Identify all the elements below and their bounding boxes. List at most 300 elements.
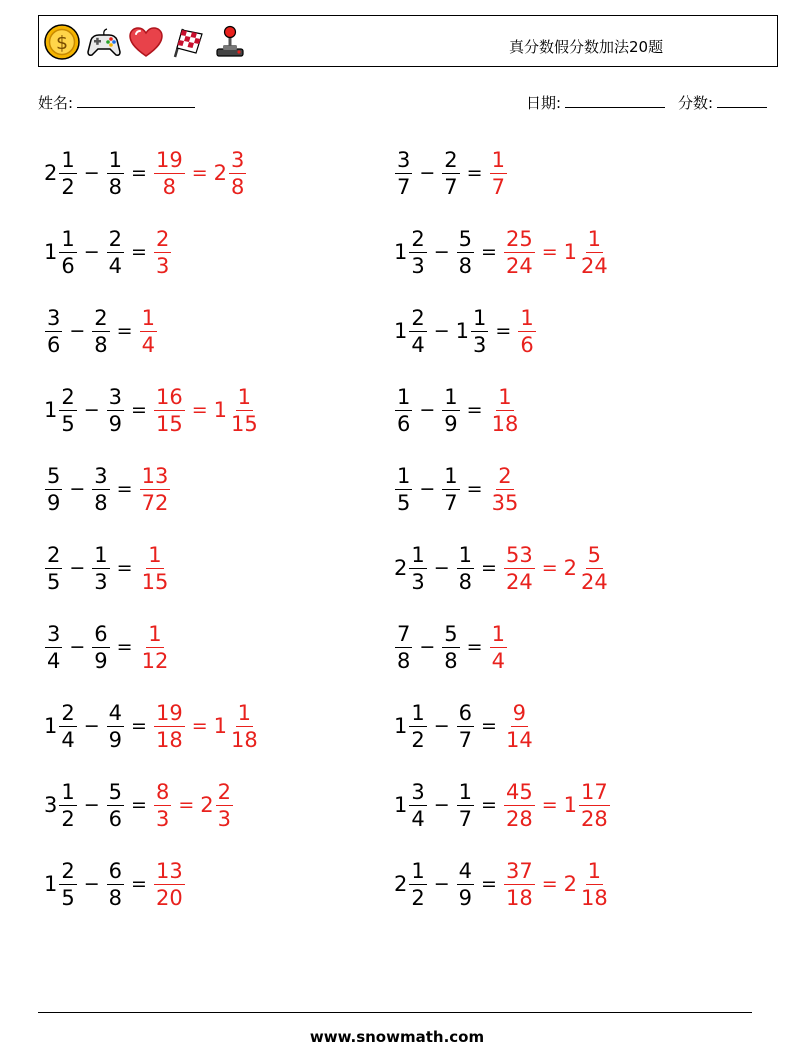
fraction — [579, 542, 610, 595]
denominator: 8 — [108, 885, 123, 910]
numerator: 1 — [148, 542, 162, 567]
denominator: 18 — [581, 885, 608, 910]
whole-number: 2 — [200, 793, 214, 817]
score-field — [678, 92, 767, 113]
problem-16 — [394, 695, 536, 757]
answer-mixed-number — [214, 384, 261, 437]
numerator: 2 — [94, 305, 108, 330]
numerator: 5 — [108, 779, 123, 804]
denominator: 7 — [444, 174, 458, 199]
fraction — [457, 779, 474, 832]
whole-number: 1 — [394, 714, 408, 738]
equals-sign: = — [541, 794, 558, 816]
numerator: 2 — [61, 384, 75, 409]
problem-5 — [44, 300, 158, 362]
denominator: 24 — [581, 253, 608, 278]
fraction — [45, 463, 62, 516]
denominator: 7 — [444, 490, 458, 515]
equals-sign: = — [481, 794, 497, 816]
numerator: 7 — [397, 621, 411, 646]
numerator: 13 — [141, 463, 169, 488]
denominator: 4 — [47, 648, 61, 673]
whole-number: 1 — [44, 240, 58, 264]
denominator: 9 — [458, 885, 473, 910]
answer-mixed-number — [200, 779, 234, 832]
fraction — [395, 384, 412, 437]
whole-number: 1 — [394, 793, 408, 817]
date-label: 日期: — [526, 94, 562, 112]
fraction — [229, 700, 260, 753]
fraction — [409, 700, 426, 753]
fraction — [107, 147, 124, 200]
denominator: 6 — [61, 253, 75, 278]
equals-sign: = — [116, 478, 133, 500]
numerator: 1 — [411, 542, 425, 567]
minus-sign: − — [433, 715, 450, 737]
numerator: 53 — [505, 542, 533, 567]
numerator: 2 — [411, 305, 425, 330]
numerator: 6 — [108, 858, 123, 883]
minus-sign: − — [433, 320, 450, 342]
fraction — [457, 858, 474, 911]
numerator: 1 — [491, 621, 505, 646]
coin-icon — [43, 23, 81, 61]
answer-fraction — [140, 621, 171, 674]
problem-3 — [44, 221, 172, 283]
denominator: 4 — [491, 648, 505, 673]
problem-1 — [44, 142, 247, 204]
whole-number: 1 — [213, 398, 227, 422]
numerator: 9 — [512, 700, 527, 725]
fraction — [409, 226, 426, 279]
numerator: 19 — [155, 700, 183, 725]
answer-fraction — [504, 542, 535, 595]
denominator: 24 — [581, 569, 608, 594]
name-field — [38, 92, 195, 113]
minus-sign: − — [433, 794, 450, 816]
equals-sign: = — [191, 162, 208, 184]
whole-number: 1 — [213, 714, 227, 738]
numerator: 4 — [458, 858, 473, 883]
numerator: 1 — [491, 147, 505, 172]
minus-sign: − — [83, 794, 100, 816]
denominator: 5 — [61, 411, 75, 436]
denominator: 15 — [231, 411, 258, 436]
answer-fraction — [140, 305, 157, 358]
fraction — [442, 147, 459, 200]
denominator: 24 — [505, 569, 533, 594]
denominator: 18 — [491, 411, 519, 436]
answer-mixed-number — [214, 147, 248, 200]
equals-sign: = — [541, 241, 558, 263]
problem-15 — [44, 695, 261, 757]
whole-number: 2 — [563, 872, 577, 896]
numerator: 3 — [47, 305, 61, 330]
problem-2 — [394, 142, 508, 204]
equals-sign: = — [481, 241, 497, 263]
answer-fraction — [490, 621, 507, 674]
whole-number: 1 — [563, 793, 577, 817]
denominator: 3 — [217, 806, 232, 831]
numerator: 3 — [108, 384, 123, 409]
numerator: 3 — [397, 147, 411, 172]
denominator: 2 — [411, 727, 425, 752]
minus-sign: − — [69, 636, 86, 658]
equals-sign: = — [178, 794, 195, 816]
answer-fraction — [154, 779, 171, 832]
fraction — [442, 384, 459, 437]
minus-sign: − — [419, 478, 436, 500]
fraction — [59, 779, 76, 832]
denominator: 12 — [141, 648, 169, 673]
fraction — [442, 621, 459, 674]
answer-fraction — [504, 779, 535, 832]
whole-number: 1 — [394, 240, 408, 264]
equals-sign: = — [481, 557, 497, 579]
numerator: 5 — [444, 621, 458, 646]
denominator: 4 — [108, 253, 123, 278]
equals-sign: = — [116, 557, 133, 579]
denominator: 2 — [61, 174, 75, 199]
whole-number: 2 — [394, 556, 408, 580]
equals-sign: = — [466, 478, 483, 500]
equals-sign: = — [466, 162, 483, 184]
answer-fraction — [504, 858, 535, 911]
numerator: 1 — [411, 858, 425, 883]
answer-fraction — [504, 700, 535, 753]
numerator: 2 — [217, 779, 232, 804]
fraction — [579, 858, 610, 911]
numerator: 2 — [61, 858, 75, 883]
denominator: 35 — [491, 490, 519, 515]
denominator: 8 — [458, 569, 473, 594]
denominator: 6 — [520, 332, 534, 357]
fraction — [59, 226, 76, 279]
numerator: 25 — [505, 226, 533, 251]
footer-divider — [38, 1012, 752, 1013]
minus-sign: − — [419, 636, 436, 658]
numerator: 1 — [61, 147, 75, 172]
equals-sign: = — [131, 873, 147, 895]
equals-sign: = — [495, 320, 512, 342]
fraction — [216, 779, 233, 832]
answer-fraction — [140, 463, 171, 516]
problem-11 — [44, 537, 171, 599]
answer-mixed-number — [564, 542, 611, 595]
denominator: 20 — [155, 885, 183, 910]
denominator: 3 — [94, 569, 108, 594]
fraction — [395, 463, 412, 516]
whole-number: 1 — [563, 240, 577, 264]
fraction — [92, 542, 109, 595]
problem-4 — [394, 221, 611, 283]
problem-7 — [44, 379, 261, 441]
equals-sign: = — [466, 399, 483, 421]
denominator: 3 — [473, 332, 487, 357]
minus-sign: − — [69, 320, 86, 342]
problem-20 — [394, 853, 611, 915]
numerator: 16 — [155, 384, 183, 409]
denominator: 6 — [397, 411, 411, 436]
problem-9 — [44, 458, 171, 520]
denominator: 5 — [397, 490, 411, 515]
denominator: 7 — [397, 174, 411, 199]
answer-fraction — [518, 305, 535, 358]
fraction — [92, 463, 109, 516]
minus-sign: − — [69, 478, 86, 500]
gamepad-icon — [85, 23, 123, 61]
answer-fraction — [154, 700, 185, 753]
problem-14 — [394, 616, 508, 678]
denominator: 2 — [61, 806, 75, 831]
fraction — [59, 700, 76, 753]
numerator: 1 — [520, 305, 534, 330]
numerator: 1 — [61, 779, 75, 804]
denominator: 9 — [108, 411, 123, 436]
denominator: 8 — [94, 332, 108, 357]
numerator: 1 — [148, 621, 162, 646]
equals-sign: = — [131, 241, 147, 263]
fraction — [471, 305, 488, 358]
name-label: 姓名: — [38, 94, 74, 112]
footer-url: www.snowmath.com — [309, 1028, 485, 1046]
numerator: 45 — [505, 779, 533, 804]
minus-sign: − — [83, 241, 100, 263]
whole-number: 2 — [563, 556, 577, 580]
problem-19 — [44, 853, 186, 915]
fraction — [92, 621, 109, 674]
minus-sign: − — [433, 557, 450, 579]
denominator: 4 — [141, 332, 155, 357]
numerator: 1 — [444, 463, 458, 488]
numerator: 3 — [94, 463, 108, 488]
numerator: 2 — [108, 226, 123, 251]
answer-fraction — [154, 226, 171, 279]
answer-fraction — [154, 384, 185, 437]
problem-12 — [394, 537, 611, 599]
equals-sign: = — [191, 399, 208, 421]
denominator: 9 — [94, 648, 108, 673]
fraction — [107, 226, 124, 279]
denominator: 5 — [47, 569, 61, 594]
whole-number: 2 — [213, 161, 227, 185]
denominator: 3 — [155, 806, 170, 831]
numerator: 1 — [587, 858, 602, 883]
fraction — [579, 779, 610, 832]
fraction — [457, 226, 474, 279]
answer-fraction — [154, 858, 185, 911]
whole-number: 1 — [455, 319, 470, 343]
equals-sign: = — [116, 636, 133, 658]
equals-sign: = — [131, 162, 147, 184]
denominator: 7 — [491, 174, 505, 199]
denominator: 9 — [47, 490, 61, 515]
numerator: 2 — [444, 147, 458, 172]
numerator: 1 — [498, 384, 512, 409]
minus-sign: − — [433, 873, 450, 895]
denominator: 8 — [397, 648, 411, 673]
minus-sign: − — [419, 399, 436, 421]
equals-sign: = — [541, 873, 558, 895]
fraction — [92, 305, 109, 358]
svg-text:$: $ — [55, 32, 69, 54]
denominator: 18 — [231, 727, 258, 752]
numerator: 1 — [473, 305, 487, 330]
equals-sign: = — [131, 794, 147, 816]
answer-fraction — [154, 147, 185, 200]
fraction — [409, 779, 426, 832]
answer-fraction — [504, 226, 535, 279]
equals-sign: = — [191, 715, 208, 737]
numerator: 13 — [155, 858, 183, 883]
fraction — [409, 542, 426, 595]
fraction — [107, 700, 124, 753]
score-label: 分数: — [678, 94, 714, 112]
denominator: 8 — [162, 174, 177, 199]
denominator: 28 — [505, 806, 533, 831]
numerator: 5 — [47, 463, 61, 488]
answer-fraction — [140, 542, 171, 595]
answer-fraction — [490, 384, 521, 437]
numerator: 1 — [141, 305, 155, 330]
denominator: 15 — [141, 569, 169, 594]
denominator: 6 — [47, 332, 61, 357]
whole-number: 1 — [394, 319, 408, 343]
denominator: 3 — [411, 253, 425, 278]
equals-sign: = — [481, 873, 497, 895]
denominator: 3 — [411, 569, 425, 594]
denominator: 9 — [108, 727, 123, 752]
fraction — [457, 542, 474, 595]
equals-sign: = — [466, 636, 483, 658]
numerator: 1 — [458, 542, 473, 567]
numerator: 1 — [397, 463, 411, 488]
checkered-flag-icon — [169, 23, 207, 61]
denominator: 8 — [94, 490, 108, 515]
numerator: 1 — [94, 542, 108, 567]
fraction — [107, 858, 124, 911]
equals-sign: = — [541, 557, 558, 579]
numerator: 1 — [237, 384, 252, 409]
numerator: 19 — [155, 147, 183, 172]
fraction — [457, 700, 474, 753]
whole-number: 1 — [44, 398, 58, 422]
numerator: 1 — [411, 700, 425, 725]
worksheet-header — [38, 15, 778, 67]
header-icons — [43, 22, 249, 62]
fraction — [229, 384, 260, 437]
answer-fraction — [490, 463, 521, 516]
worksheet-title: 真分数假分数加法20题 — [509, 38, 664, 56]
numerator: 2 — [61, 700, 75, 725]
denominator: 8 — [444, 648, 458, 673]
problem-6 — [394, 300, 537, 362]
denominator: 28 — [581, 806, 608, 831]
numerator: 6 — [458, 700, 473, 725]
problem-13 — [44, 616, 171, 678]
minus-sign: − — [419, 162, 436, 184]
minus-sign: − — [433, 241, 450, 263]
numerator: 5 — [587, 542, 602, 567]
numerator: 6 — [94, 621, 108, 646]
fraction — [59, 858, 76, 911]
denominator: 8 — [108, 174, 123, 199]
fraction — [395, 621, 412, 674]
heart-icon — [127, 23, 165, 61]
fraction — [395, 147, 412, 200]
numerator: 1 — [108, 147, 123, 172]
whole-number: 3 — [44, 793, 58, 817]
denominator: 4 — [411, 806, 425, 831]
numerator: 1 — [237, 700, 252, 725]
fraction — [409, 858, 426, 911]
denominator: 4 — [61, 727, 75, 752]
denominator: 7 — [458, 727, 473, 752]
minus-sign: − — [83, 162, 100, 184]
minus-sign: − — [83, 399, 100, 421]
numerator: 1 — [587, 226, 602, 251]
numerator: 2 — [155, 226, 170, 251]
numerator: 3 — [411, 779, 425, 804]
numerator: 1 — [397, 384, 411, 409]
denominator: 14 — [505, 727, 533, 752]
numerator: 3 — [231, 147, 245, 172]
joystick-icon — [211, 23, 249, 61]
answer-mixed-number — [564, 779, 611, 832]
numerator: 17 — [581, 779, 608, 804]
denominator: 72 — [141, 490, 169, 515]
numerator: 2 — [498, 463, 512, 488]
denominator: 15 — [155, 411, 183, 436]
fraction — [59, 147, 76, 200]
fraction — [409, 305, 426, 358]
denominator: 4 — [411, 332, 425, 357]
denominator: 8 — [231, 174, 245, 199]
numerator: 8 — [155, 779, 170, 804]
answer-mixed-number — [214, 700, 261, 753]
numerator: 1 — [458, 779, 473, 804]
fraction — [107, 384, 124, 437]
answer-fraction — [490, 147, 507, 200]
minus-sign: − — [83, 715, 100, 737]
numerator: 2 — [411, 226, 425, 251]
denominator: 24 — [505, 253, 533, 278]
numerator: 4 — [108, 700, 123, 725]
equals-sign: = — [116, 320, 133, 342]
denominator: 18 — [155, 727, 183, 752]
denominator: 8 — [458, 253, 473, 278]
numerator: 37 — [505, 858, 533, 883]
denominator: 5 — [61, 885, 75, 910]
whole-number: 2 — [44, 161, 58, 185]
name-blank — [77, 93, 195, 108]
fraction — [229, 147, 246, 200]
equals-sign: = — [481, 715, 497, 737]
fraction — [45, 305, 62, 358]
denominator: 3 — [155, 253, 170, 278]
equals-sign: = — [131, 399, 147, 421]
date-blank — [565, 93, 665, 108]
numerator: 1 — [61, 226, 75, 251]
fraction — [45, 542, 62, 595]
fraction — [45, 621, 62, 674]
problem-8 — [394, 379, 521, 441]
fraction — [59, 384, 76, 437]
whole-number: 1 — [44, 872, 58, 896]
answer-mixed-number — [564, 858, 611, 911]
denominator: 7 — [458, 806, 473, 831]
denominator: 2 — [411, 885, 425, 910]
